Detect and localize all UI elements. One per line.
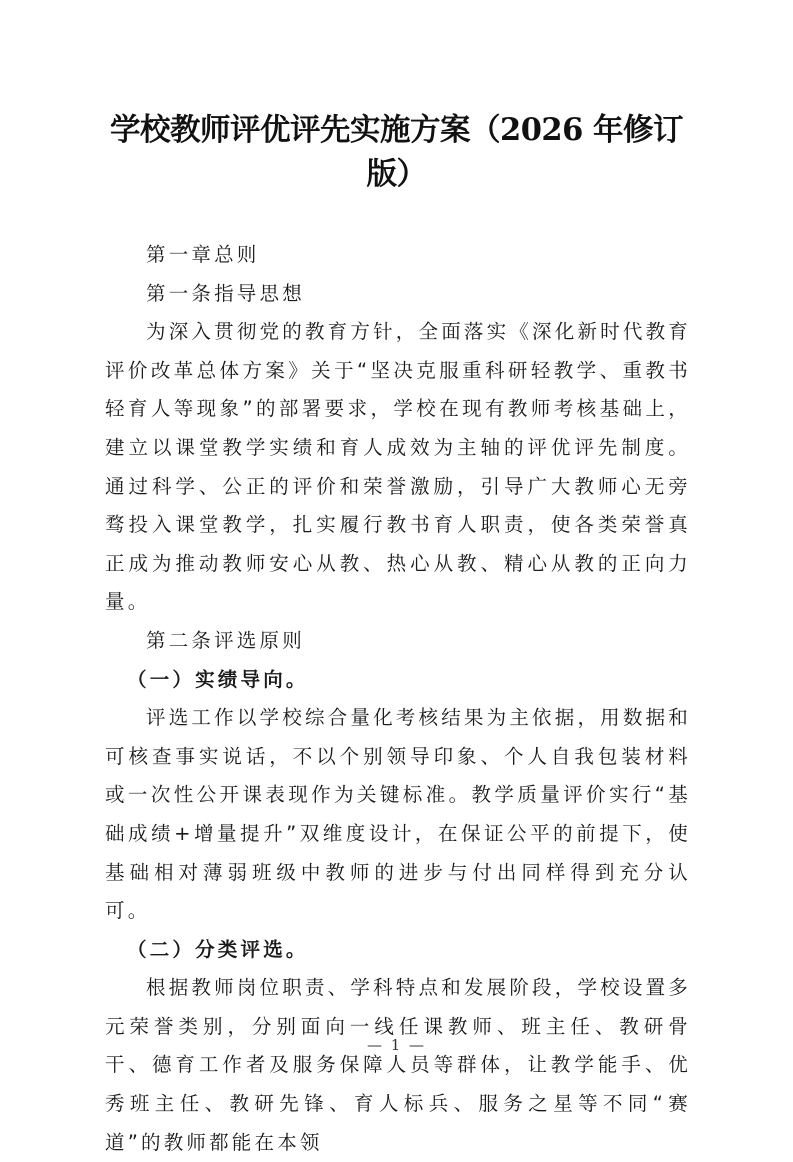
article-1-heading: 第一条指导思想 bbox=[146, 281, 305, 305]
principle-1-heading: （一）实绩导向。 bbox=[127, 667, 309, 691]
page-number: — 1 — bbox=[366, 1036, 427, 1054]
article-1-paragraph: 为深入贯彻党的教育方针，全面落实《深化新时代教育评价改革总体方案》关于“坚决克服重科研轻教学、重教书轻育人等现象”的部署要求，学校在现有教师考核基础上，建立以课堂教学实绩和育人成效为主轴的评优评先制度。通过科学、公正的评价和荣誉激励，引导广大教师心无旁骛投入课堂教学，扎实履行教书育人职责，使各类荣誉真正成为推动教师安心从教、热心从教、精心从教的正向力量。 bbox=[105, 320, 691, 614]
principle-1-paragraph: 评选工作以学校综合量化考核结果为主依据，用数据和可核查事实说话，不以个别领导印象、个人自我包装材料或一次性公开课表现作为关键标准。教学质量评价实行“基础成绩+增量提升”双维度设计，在保证公平的前提下，使基础相对薄弱班级中教师的进步与付出同样得到充分认可。 bbox=[105, 706, 691, 923]
principle-2-heading: （二）分类评选。 bbox=[127, 937, 309, 961]
title-line-2: 版） bbox=[366, 156, 427, 192]
principle-2-paragraph: 根据教师岗位职责、学科特点和发展阶段，学校设置多元荣誉类别，分别面向一线任课教师、班主任、教研骨干、德育工作者及服务保障人员等群体，让教学能手、优秀班主任、教研先锋、育人标兵、服务之星等不同“赛道”的教师都能在本领 bbox=[105, 976, 691, 1154]
document-body bbox=[105, 236, 691, 1162]
document-title bbox=[95, 108, 698, 196]
chapter-heading: 第一章总则 bbox=[146, 243, 260, 266]
article-2-heading: 第二条评选原则 bbox=[146, 628, 305, 652]
title-line-1: 学校教师评优评先实施方案（2026 年修订 bbox=[109, 112, 683, 148]
